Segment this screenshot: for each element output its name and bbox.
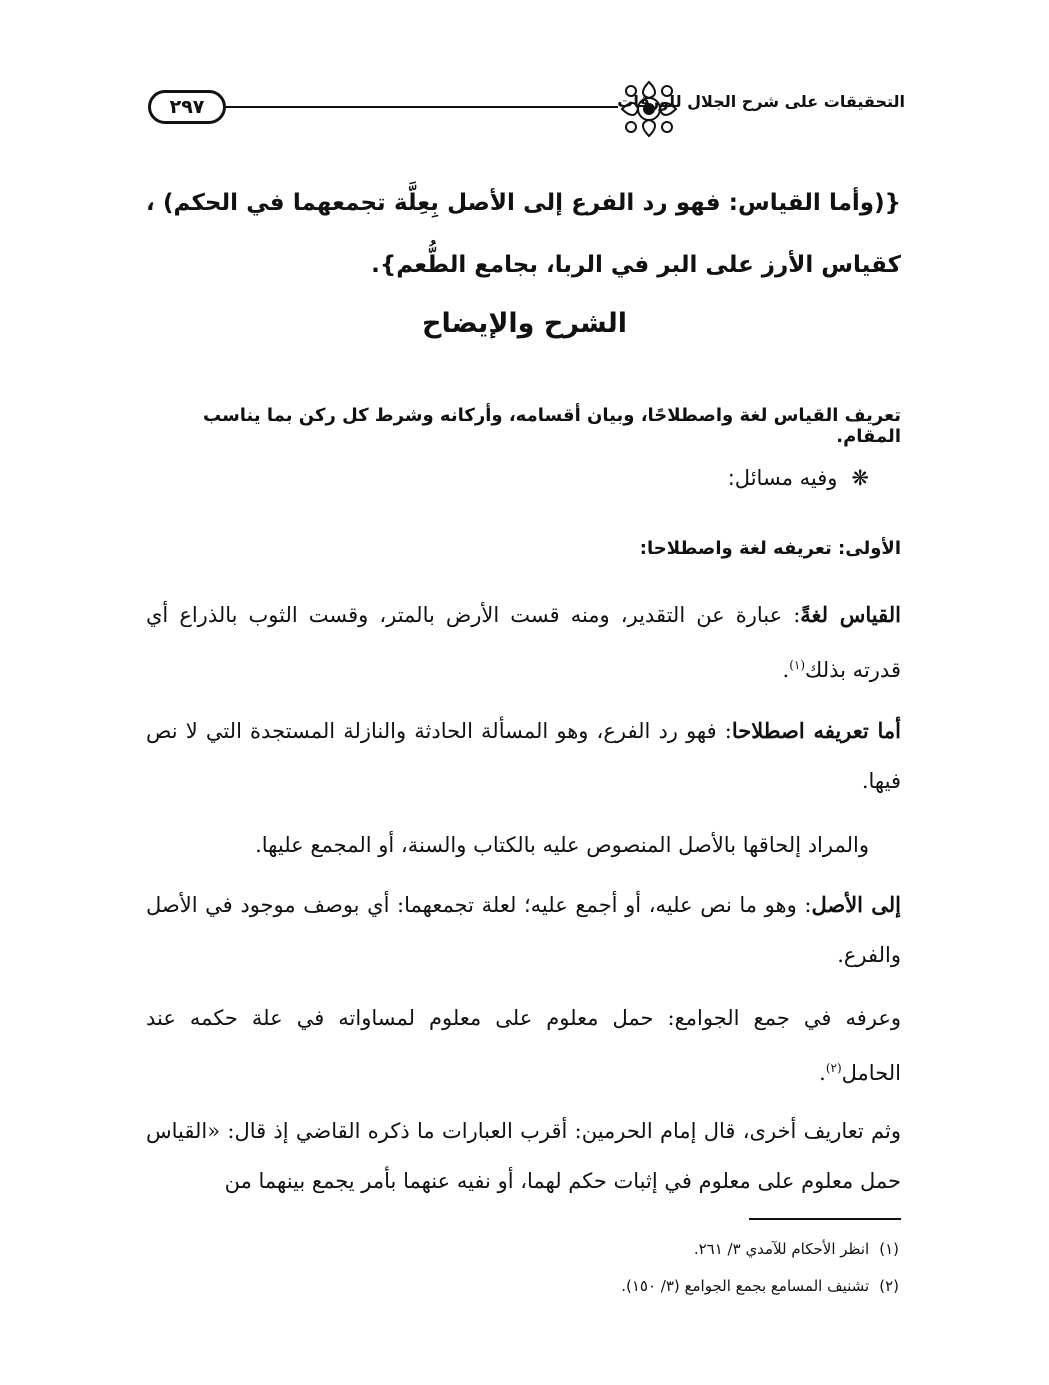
paragraph-text: : فهو رد الفرع، وهو المسألة الحادثة والنازلة المستجدة التي لا نص فيها. <box>146 719 901 793</box>
footnote-ref: (١) <box>789 658 806 672</box>
footnote-number: (١) <box>879 1240 899 1258</box>
matn-text: {(وأما القياس: فهو رد الفرع إلى الأصل بِعِلَّة تجمعهما في الحكم) ، كقياس الأرز على البر في الربا، بجامع الطُّعم}. <box>146 190 901 278</box>
paragraph-text: وعرفه في جمع الجوامع: حمل معلوم على معلوم لمساواته في علة حكمه عند الحامل <box>146 1006 901 1085</box>
paragraph-intended-meaning <box>146 820 869 870</box>
issues-label: وفيه مسائل: <box>727 466 838 490</box>
paragraph-text: : عبارة عن التقدير، ومنه قست الأرض بالمتر، وقست الثوب بالذراع أي قدرته بذلك <box>146 603 901 682</box>
running-header <box>140 78 905 138</box>
running-title: التحقيقات على شرح الجلال للورقات <box>617 92 905 111</box>
paragraph-technical-definition <box>146 706 901 806</box>
footnote-text: تشنيف المسامع بجمع الجوامع (٣/ ١٥٠). <box>621 1277 870 1295</box>
paragraph-lead: أما تعريفه اصطلاحا <box>731 718 901 743</box>
footnote-rule <box>749 1218 901 1220</box>
paragraph-text: : وهو ما نص عليه، أو أجمع عليه؛ لعلة تجمعهما: أي بوصف موجود في الأصل والفرع. <box>146 893 901 967</box>
star-icon: ❋ <box>851 466 869 490</box>
page-number: ٢٩٧ <box>148 90 226 124</box>
paragraph-lead: القياس لغةً <box>800 602 901 627</box>
issues-line <box>728 466 869 490</box>
header-rule <box>226 106 618 108</box>
paragraph-jam-al-jawami <box>146 993 901 1098</box>
footnote-text: انظر الأحكام للآمدي ٣/ ٢٦١. <box>693 1240 870 1258</box>
paragraph-other-definitions <box>146 1106 901 1206</box>
footnote-number: (٢) <box>879 1277 899 1295</box>
topic-line: تعريف القياس لغة واصطلاحًا، وبيان أقسامه، وأركانه وشرط كل ركن بما يناسب المقام. <box>203 405 901 447</box>
footnote-ref: (٢) <box>825 1061 842 1075</box>
paragraph-to-the-origin <box>146 880 901 980</box>
section-heading: الشرح والإيضاح <box>421 308 627 339</box>
paragraph-end: . <box>782 658 790 682</box>
paragraph-linguistic-definition <box>146 590 901 695</box>
paragraph-lead: إلى الأصل <box>811 892 901 917</box>
footnote-1 <box>694 1238 899 1260</box>
subheading-first-issue: الأولى: تعريفه لغة واصطلاحا: <box>639 538 901 559</box>
paragraph-text: وثم تعاريف أخرى، قال إمام الحرمين: أقرب العبارات ما ذكره القاضي إذ قال: «القياس حمل معلوم على معلوم في إثبات حكم لهما، أو نفيه عنهما بأمر يجمع بينهما من <box>146 1119 901 1193</box>
paragraph-text: والمراد إلحاقها بالأصل المنصوص عليه بالكتاب والسنة، أو المجمع عليها. <box>255 833 869 857</box>
paragraph-end: . <box>819 1061 826 1085</box>
footnote-2 <box>621 1275 899 1297</box>
